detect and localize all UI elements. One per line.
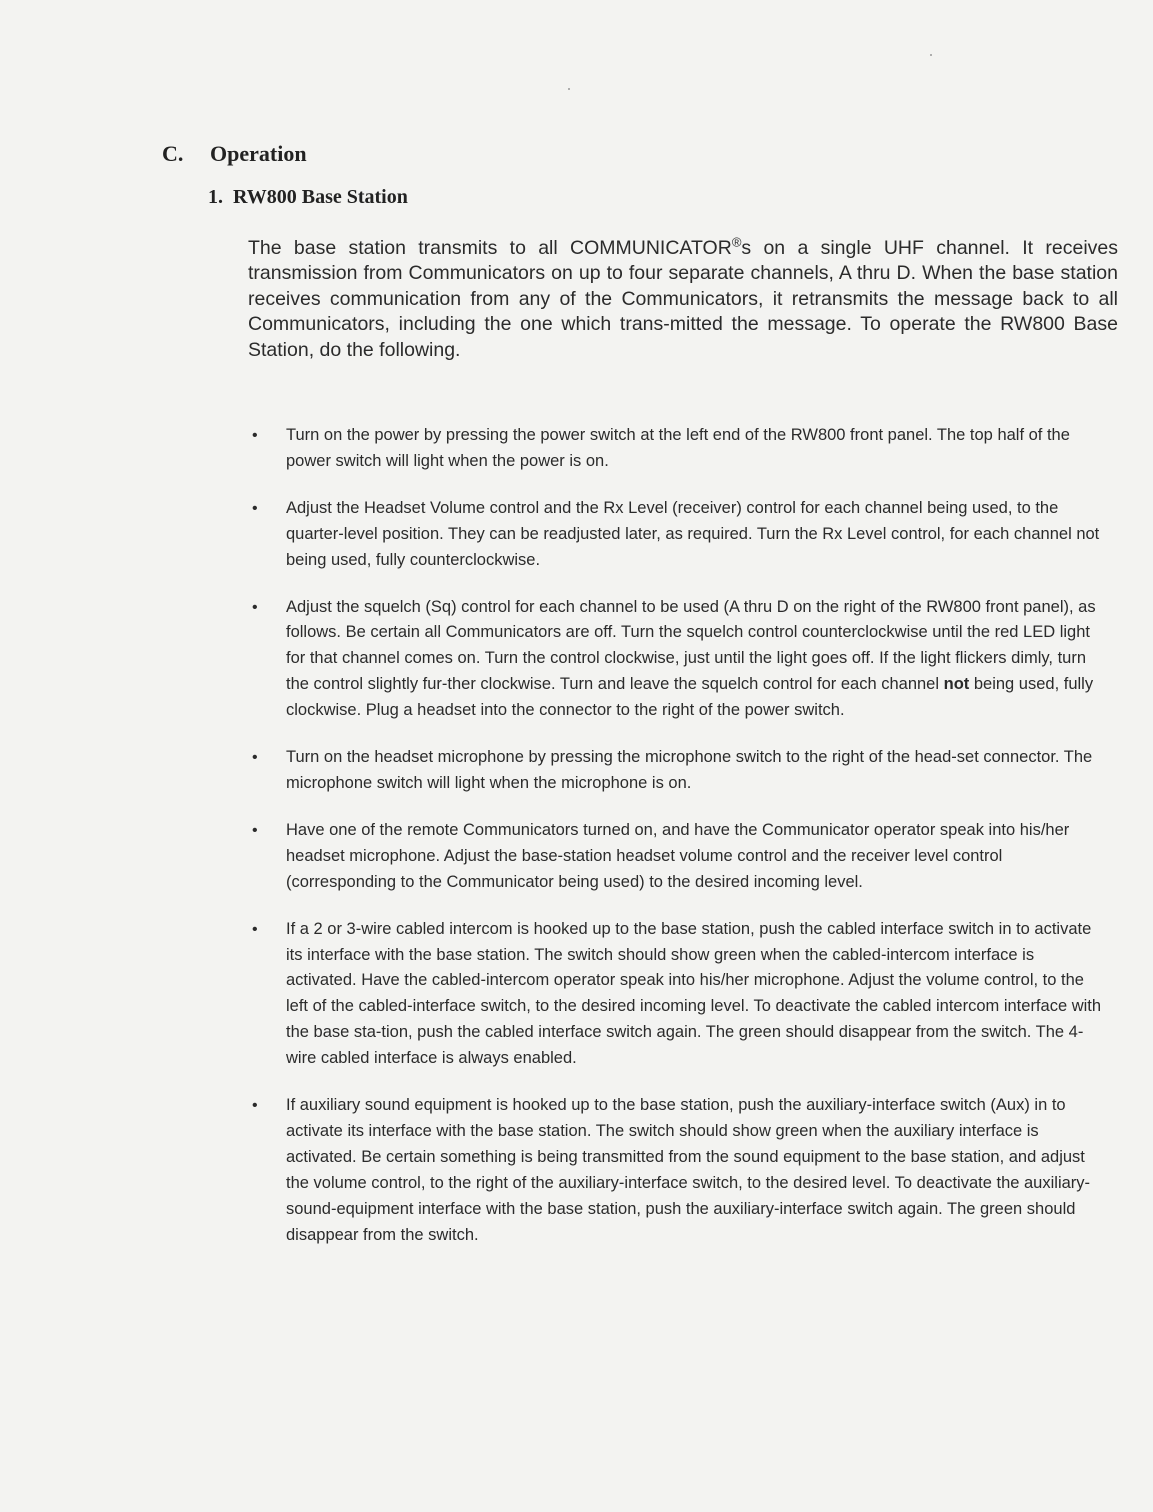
bullet-icon: • — [252, 598, 258, 616]
subsection-heading — [208, 186, 408, 209]
scan-speck — [930, 54, 932, 56]
list-item-text: If auxiliary sound equipment is hooked up to the base station, push the auxiliary-interface switch (Aux) in to activate its interface with the base station. The switch should show green when the auxiliary interface is activated. Be certain something is being transmitted from the sound equipment to the base station, and adjust the volume control, to the right of the auxiliary-interface switch, to the desired level. To deactivate the auxiliary-sound-equipment interface with the base station, push the auxiliary-interface switch again. The green should disappear from the switch. — [286, 1096, 1091, 1244]
list-item — [248, 917, 1108, 1072]
list-item-text: If a 2 or 3-wire cabled intercom is hooked up to the base station, push the cabled interface switch in to activate its interface with the base station. The switch should show green when the cabled-intercom interface is activated. Have the cabled-intercom operator speak into his/her microphone. Adjust the volume control, to the left of the cabled-interface switch, to the desired incoming level. To deactivate the cabled intercom interface with the base sta-tion, push the cabled interface switch again. The green should disappear from the switch. The 4-wire cabled interface is always enabled. — [286, 919, 1102, 1068]
list-item-text: Adjust the Headset Volume control and the Rx Level (receiver) control for each channel being used, to the quarter-level position. They can be readjusted later, as required. Turn the Rx Level control, for each channel not being used, fully counterclockwise. — [286, 498, 1100, 569]
subsection-number: 1. — [208, 186, 223, 208]
list-item — [248, 595, 1108, 725]
list-item-text: Turn on the headset microphone by pressing the microphone switch to the right of the head-set connector. The microphone switch will light when the microphone is on. — [286, 748, 1093, 792]
emphasis-text: not — [943, 675, 970, 694]
list-item-text — [286, 598, 1096, 720]
list-item-text-after: being used, fully clockwise. Plug a headset into the connector to the right of the power switch. — [286, 675, 1094, 720]
list-item — [248, 1093, 1108, 1248]
intro-text-part1: The base station transmits to all COMMUNICATOR — [248, 237, 732, 259]
bullet-icon: • — [252, 1097, 258, 1115]
bullet-icon: • — [252, 920, 258, 938]
list-item — [248, 423, 1108, 475]
list-item-text: Have one of the remote Communicators turned on, and have the Communicator operator speak into his/her headset microphone. Adjust the base-station headset volume control and the receiver level control (corresponding to the Communicator being used) to the desired incoming level. — [286, 820, 1070, 891]
list-item — [248, 496, 1108, 574]
section-letter: C. — [162, 141, 184, 166]
list-item — [248, 745, 1108, 797]
bullet-icon: • — [252, 427, 258, 444]
bullet-icon: • — [252, 749, 258, 767]
intro-text-part2: s on a single UHF channel. It receives transmission from Communicators on up to four separate channels, A thru D. When the base station receives communication from any of the Communicators, it retransmits the message back to all Communicators, including the one which trans-mitted the message. To operate the RW800 Base Station, do the following. — [248, 237, 1119, 361]
section-heading — [162, 141, 307, 167]
intro-paragraph — [248, 236, 1118, 363]
list-item-text-before: Adjust the squelch (Sq) control for each channel to be used (A thru D on the right of the RW800 front panel), as follows. Be certain all Communicators are off. Turn the squelch control counterclockwise until the red LED light for that channel comes on. Turn the control clockwise, just until the light goes off. If the light flickers dimly, turn the control slightly fur-ther clockwise. Turn and leave the squelch control for each channel — [286, 597, 1096, 694]
instruction-list — [248, 423, 1108, 1269]
registered-mark: ® — [731, 234, 742, 250]
list-item — [248, 818, 1108, 896]
bullet-icon: • — [252, 499, 258, 517]
subsection-title: RW800 Base Station — [233, 186, 408, 208]
bullet-icon: • — [252, 821, 258, 839]
section-title: Operation — [210, 141, 307, 166]
scan-speck — [568, 88, 570, 90]
list-item-text: Turn on the power by pressing the power switch at the left end of the RW800 front panel. The top half of the power switch will light when the power is on. — [286, 426, 1070, 470]
